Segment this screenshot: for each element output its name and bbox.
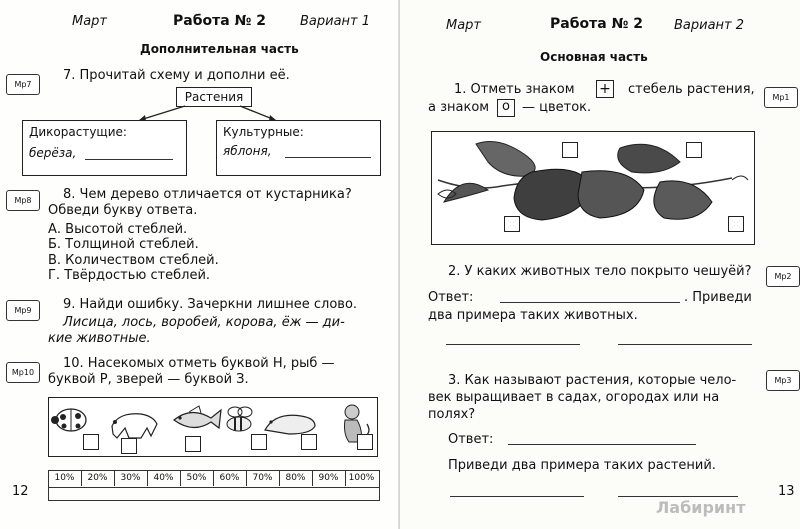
q1-line2a: а знаком: [428, 100, 490, 115]
q3-line5: Приведи два примера таких растений.: [448, 458, 716, 473]
tag-mr7: Мр7: [6, 74, 40, 95]
cult-example: яблоня,: [223, 144, 272, 158]
q3-example2-line[interactable]: [618, 496, 738, 497]
q9-line2[interactable]: Лисица, лось, воробей, корова, ёж — ди-: [63, 315, 345, 330]
q1-line1a: 1. Отметь знаком: [454, 82, 575, 97]
left-month: Март: [72, 14, 108, 29]
q2-answer-label: Ответ:: [428, 290, 474, 305]
left-section: Дополнительная часть: [140, 42, 299, 56]
percent-cell: 30%: [114, 470, 148, 486]
tag-mr1: Мр1: [764, 87, 798, 108]
percent-cell: 100%: [348, 473, 375, 483]
percent-cell: 70%: [246, 470, 280, 486]
tag-mr10: Мр10: [6, 362, 40, 383]
percent-cell: 90%: [312, 470, 346, 486]
q9-line3[interactable]: кие животные.: [48, 331, 151, 346]
percent-cell: 60%: [213, 470, 247, 486]
q8-option-c[interactable]: В. Количеством стеблей.: [48, 253, 219, 268]
q3-line3: полях?: [428, 407, 476, 422]
checkbox-bee[interactable]: [251, 434, 267, 450]
q10-line2: буквой Р, зверей — буквой З.: [48, 372, 249, 387]
checkbox-bottom-left[interactable]: [504, 216, 520, 232]
q2-tail: . Приведи: [684, 290, 752, 305]
q8-option-b[interactable]: Б. Толщиной стеблей.: [48, 237, 199, 252]
right-variant: Вариант 2: [674, 18, 745, 33]
right-page-number: 13: [778, 484, 795, 499]
q8-option-a[interactable]: А. Высотой стеблей.: [48, 222, 188, 237]
tag-mr8: Мр8: [6, 190, 40, 211]
percent-cell: 80%: [279, 470, 313, 486]
percent-cell: 10%: [48, 470, 82, 486]
animals-strip: [48, 397, 378, 457]
q3-answer-label: Ответ:: [448, 432, 494, 447]
left-title: Работа № 2: [173, 13, 266, 29]
wild-example: берёза,: [29, 146, 77, 160]
q2-example1-line[interactable]: [446, 344, 580, 345]
polar-bear-icon: [112, 414, 157, 438]
plus-sign-box: +: [596, 80, 614, 98]
wild-answer-line[interactable]: [85, 159, 173, 160]
wild-label: Дикорастущие:: [29, 125, 127, 139]
cultivated-plants-box: [216, 120, 381, 176]
tag-mr9: Мр9: [6, 300, 40, 321]
left-page-number: 12: [12, 484, 29, 499]
seal-icon: [265, 415, 315, 434]
cucumber-picture-frame: [431, 131, 755, 245]
q2-line3: два примера таких животных.: [428, 308, 638, 323]
circle-sign-box: о: [497, 99, 515, 117]
q1-line2b: — цветок.: [522, 100, 592, 115]
q2-example2-line[interactable]: [618, 344, 752, 345]
checkbox-fish[interactable]: [185, 436, 201, 452]
right-month: Март: [446, 18, 482, 33]
percent-cell: 40%: [147, 470, 181, 486]
q10-line1: 10. Насекомых отметь буквой Н, рыб —: [63, 356, 335, 371]
tag-mr3: Мр3: [766, 370, 800, 391]
checkbox-top-right[interactable]: [686, 142, 702, 158]
wild-plants-box: [22, 120, 187, 176]
q3-line2: век выращивает в садах, огородах или на: [428, 390, 720, 405]
q9-line1: 9. Найди ошибку. Зачеркни лишнее слово.: [63, 297, 358, 312]
ladybug-icon: [51, 409, 86, 431]
q3-example1-line[interactable]: [450, 496, 584, 497]
q8-line1: 8. Чем дерево отличается от кустарника?: [63, 187, 352, 202]
q1-line1b: стебель растения,: [628, 82, 755, 97]
q7-text: 7. Прочитай схему и дополни её.: [63, 68, 290, 83]
checkbox-ladybug[interactable]: [83, 434, 99, 450]
bee-icon: [227, 407, 252, 431]
labirint-watermark: Лабиринт: [656, 498, 746, 517]
q2-answer-line[interactable]: [500, 302, 680, 303]
checkbox-bottom-right[interactable]: [728, 216, 744, 232]
fish-icon: [174, 406, 221, 428]
checkbox-monkey[interactable]: [357, 434, 373, 450]
cult-answer-line[interactable]: [285, 157, 371, 158]
checkbox-polar-bear[interactable]: [121, 438, 137, 454]
q8-line2: Обведи букву ответа.: [48, 203, 198, 218]
percent-answer-row[interactable]: [48, 486, 380, 501]
left-variant: Вариант 1: [300, 14, 371, 29]
q3-answer-line[interactable]: [508, 444, 696, 445]
tag-mr2: Мр2: [766, 266, 800, 287]
q2-line1: 2. У каких животных тело покрыто чешуёй?: [448, 264, 752, 279]
scheme-root: Растения: [176, 87, 252, 107]
percent-cell: 20%: [81, 470, 115, 486]
checkbox-seal[interactable]: [301, 434, 317, 450]
cucumber-plant-illustration: [432, 132, 754, 244]
right-section: Основная часть: [540, 50, 648, 64]
right-title: Работа № 2: [550, 16, 643, 32]
cult-label: Культурные:: [223, 125, 304, 139]
q3-line1: 3. Как называют растения, которые чело-: [448, 373, 737, 388]
q8-option-d[interactable]: Г. Твёрдостью стеблей.: [48, 268, 211, 283]
percent-cell: 50%: [180, 470, 214, 486]
scheme-arrows: [0, 0, 400, 140]
checkbox-stem-top-left[interactable]: [562, 142, 578, 158]
right-page: [400, 0, 800, 529]
